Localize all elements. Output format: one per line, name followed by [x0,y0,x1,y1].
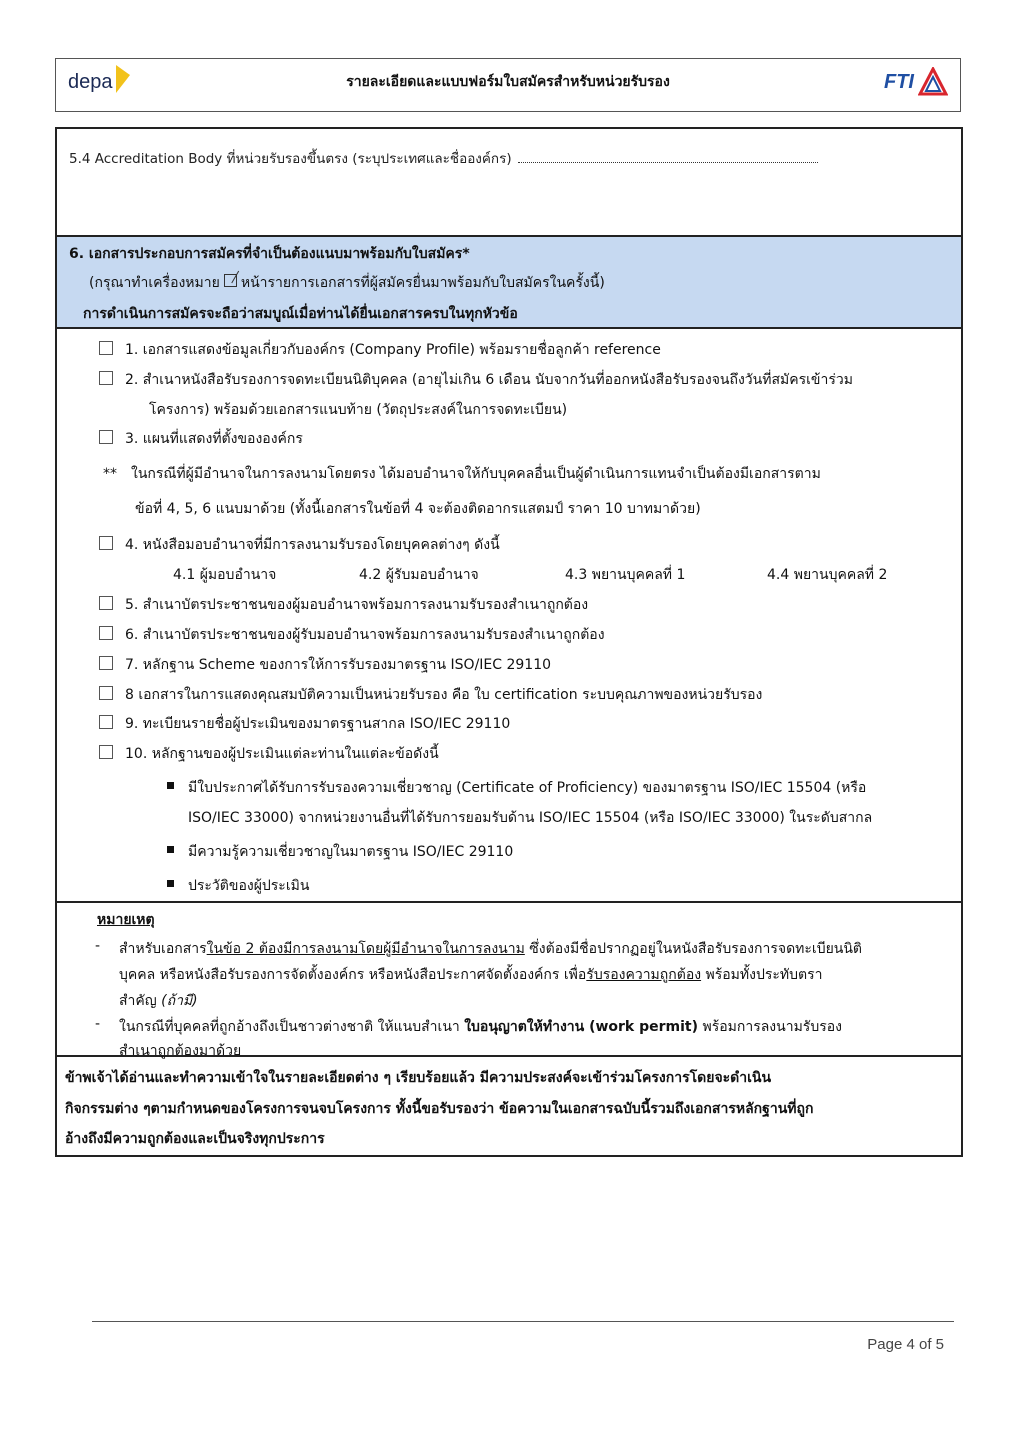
fti-logo: FTI [884,67,948,97]
list-item: 7. หลักฐาน Scheme ของการให้การรับรองมาตรฐาน ISO/IEC 29110 [99,654,551,676]
remarks-heading: หมายเหตุ [97,912,155,928]
page-header [55,58,961,112]
list-item: 9. ทะเบียนรายชื่อผู้ประเมินของมาตรฐานสากล ISO/IEC 29110 [99,713,510,735]
note-star: ** ในกรณีที่ผู้มีอำนาจในการลงนามโดยตรง ได้มอบอำนาจให้กับบุคคลอื่นเป็นผู้ดำเนินการแทนจำเป็นต้องมีเอกสารตาม [103,466,821,482]
list-item: 4. หนังสือมอบอำนาจที่มีการลงนามรับรองโดยบุคคลต่างๆ ดังนี้ [99,534,500,556]
sub-item: 4.2 ผู้รับมอบอำนาจ [359,567,479,583]
checkbox-6[interactable] [99,626,113,640]
bullet-item-cont: ISO/IEC 33000) จากหน่วยงานอื่นที่ได้รับการยอมรับด้าน ISO/IEC 15504 (หรือ ISO/IEC 33000) ในระดับสากล [188,810,873,826]
list-item: 2. สำเนาหนังสือรับรองการจดทะเบียนนิติบุคคล (อายุไม่เกิน 6 เดือน นับจากวันที่ออกหนังสือรับรองจนถึงวันที่สมัครเข้าร่วม [99,369,853,391]
sub-item: 4.3 พยานบุคคลที่ 1 [565,567,686,583]
checkbox-7[interactable] [99,656,113,670]
bullet-item: มีใบประกาศได้รับการรับรองความเชี่ยวชาญ (Certificate of Proficiency) ของมาตรฐาน ISO/IEC 15504 (หรือ [167,777,866,799]
depa-logo: depa [68,71,113,94]
page-number: Page 4 of 5 [867,1336,944,1353]
checkbox-9[interactable] [99,715,113,729]
declaration-line-3: อ้างถึงมีความถูกต้องและเป็นจริงทุกประการ [65,1131,325,1147]
checkbox-1[interactable] [99,341,113,355]
list-item: 1. เอกสารแสดงข้อมูลเกี่ยวกับองค์กร (Company Profile) พร้อมรายชื่อลูกค้า reference [99,339,661,361]
header-title: รายละเอียดและแบบฟอร์มใบสมัครสำหรับหน่วยรับรอง [346,74,670,90]
remark-1-cont2: สำคัญ (ถ้ามี) [119,993,198,1009]
checkbox-5[interactable] [99,596,113,610]
list-item: 6. สำเนาบัตรประชาชนของผู้รับมอบอำนาจพร้อมการลงนามรับรองสำเนาถูกต้อง [99,624,605,646]
list-item-cont: โครงการ) พร้อมด้วยเอกสารแนบท้าย (วัตถุประสงค์ในการจดทะเบียน) [149,402,568,418]
bullet-item: ประวัติของผู้ประเมิน [167,875,309,897]
remark-2-cont: สำเนาถูกต้องมาด้วย [119,1043,242,1059]
bullet-icon [167,846,174,853]
checkbox-2[interactable] [99,371,113,385]
remark-2: ในกรณีที่บุคคลที่ถูกอ้างถึงเป็นชาวต่างชาติ ให้แนบสำเนา ใบอนุญาตให้ทำงาน (work permit) พร้อมการลงนามรับรอง [119,1019,842,1035]
list-item: 5. สำเนาบัตรประชาชนของผู้มอบอำนาจพร้อมการลงนามรับรองสำเนาถูกต้อง [99,594,588,616]
bullet-item: มีความรู้ความเชี่ยวชาญในมาตรฐาน ISO/IEC 29110 [167,841,513,863]
declaration-line-2: กิจกรรมต่าง ๆตามกำหนดของโครงการจนจบโครงการ ทั้งนี้ขอรับรองว่า ข้อความในเอกสารฉบับนี้รวมถึงเอกสารหลักฐานที่ถูก [65,1101,814,1117]
checkbox-4[interactable] [99,536,113,550]
section-6-title: 6. เอกสารประกอบการสมัครที่จำเป็นต้องแนบมาพร้อมกับใบสมัคร* [69,246,470,262]
list-item: 8 เอกสารในการแสดงคุณสมบัติความเป็นหน่วยรับรอง คือ ใบ certification ระบบคุณภาพของหน่วยรับรอง [99,684,762,706]
section-6-completion-note: การดำเนินการสมัครจะถือว่าสมบูณ์เมื่อท่านได้ยื่นเอกสารครบในทุกหัวข้อ [83,306,518,322]
remarks-section [57,903,961,1057]
list-item: 3. แผนที่แสดงที่ตั้งขององค์กร [99,428,303,450]
note-star-cont: ข้อที่ 4, 5, 6 แนบมาด้วย (ทั้งนี้เอกสารในข้อที่ 4 จะต้องติดอากรแสตมป์ ราคา 10 บาทมาด้วย) [135,501,701,517]
checkmark-icon [224,274,237,287]
accreditation-body-label: 5.4 Accreditation Body ที่หน่วยรับรองขึ้นตรง (ระบุประเทศและชื่อองค์กร) [69,151,512,167]
list-item: 10. หลักฐานของผู้ประเมินแต่ละท่านในแต่ละข้อดังนี้ [99,743,439,765]
document-checklist [57,329,961,903]
bullet-icon [167,880,174,887]
footer-divider [92,1321,954,1322]
sub-item: 4.4 พยานบุคคลที่ 2 [767,567,888,583]
declaration [57,1057,961,1155]
section-6-header [57,237,961,329]
declaration-line-1: ข้าพเจ้าได้อ่านและทำความเข้าใจในรายละเอียดต่าง ๆ เรียบร้อยแล้ว มีความประสงค์จะเข้าร่วมโครงการโดยจะดำเนิน [65,1070,772,1086]
section-6-instruction: (กรุณาทำเครื่องหมาย หน้ารายการเอกสารที่ผู้สมัครยื่นมาพร้อมกับใบสมัครในครั้งนี้) [89,275,605,291]
checkbox-3[interactable] [99,430,113,444]
bullet-icon [167,782,174,789]
form-section [55,127,963,1157]
remark-1-cont: บุคคล หรือหนังสือรับรองการจัดตั้งองค์กร หรือหนังสือประกาศจัดตั้งองค์กร เพื่อรับรองความถูกต้อง พร้อมทั้งประทับตรา [119,967,823,983]
sub-item: 4.1 ผู้มอบอำนาจ [173,567,277,583]
checkbox-10[interactable] [99,745,113,759]
accreditation-body-field[interactable] [518,150,818,163]
remark-dash: - [95,938,101,954]
checkbox-8[interactable] [99,686,113,700]
remark-1: สำหรับเอกสารในข้อ 2 ต้องมีการลงนามโดยผู้มีอำนาจในการลงนาม ซึ่งต้องมีชื่อปรากฏอยู่ในหนังสือรับรองการจดทะเบียนนิติ [119,941,863,957]
remark-dash: - [95,1016,101,1032]
section-5-4 [57,129,961,237]
